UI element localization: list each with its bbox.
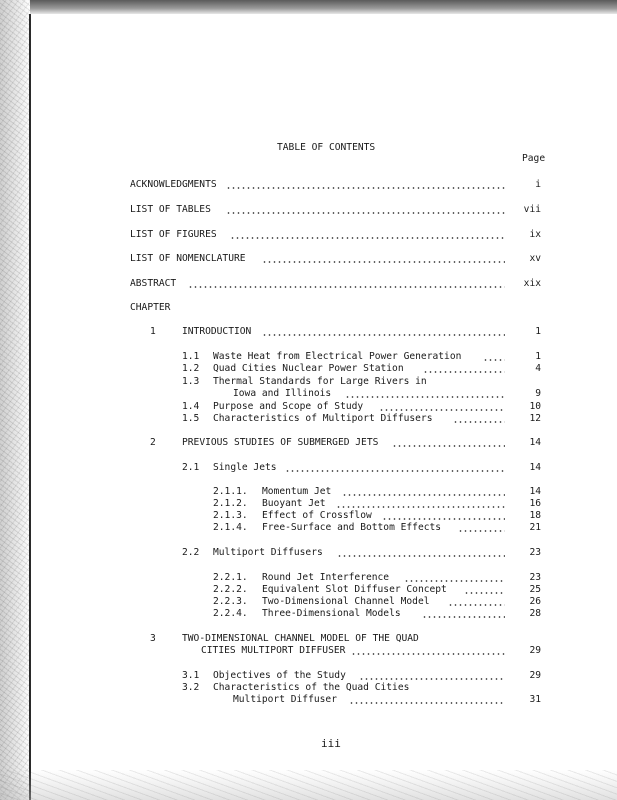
entry-page: vii <box>523 204 541 215</box>
toc-entry-section-1-2[interactable] <box>213 363 541 375</box>
entry-label: LIST OF TABLES <box>130 204 211 215</box>
entry-label: Multiport Diffusers <box>213 547 323 558</box>
toc-entry-section-1-5[interactable] <box>213 413 541 425</box>
entry-label-line2: Multiport Diffuser <box>233 694 337 705</box>
entry-page: xix <box>523 278 541 289</box>
toc-entry-subsection-2-1-4[interactable] <box>262 522 541 534</box>
scan-left-margin <box>0 0 30 800</box>
section-number: 1.4 <box>182 401 200 412</box>
dot-leader <box>345 396 505 398</box>
dot-leader <box>262 261 505 263</box>
entry-page: 1 <box>535 326 541 337</box>
toc-title: TABLE OF CONTENTS <box>277 142 376 153</box>
subsection-number: 2.2.1. <box>213 572 248 583</box>
entry-label: Two-Dimensional Channel Model <box>262 596 430 607</box>
dot-leader <box>423 371 505 373</box>
entry-label-line1: Thermal Standards for Large Rivers in <box>213 376 427 387</box>
entry-label: Buoyant Jet <box>262 498 326 509</box>
dot-leader <box>448 604 505 606</box>
dot-leader <box>351 653 505 655</box>
entry-page: ix <box>529 229 541 240</box>
entry-label-line1: Characteristics of the Quad Cities <box>213 682 410 693</box>
toc-entry-abstract[interactable] <box>130 278 541 290</box>
toc-entry-section-3-1[interactable] <box>213 670 541 682</box>
entry-label: Quad Cities Nuclear Power Station <box>213 363 404 374</box>
subsection-number: 2.1.4. <box>213 522 248 533</box>
dot-leader <box>188 286 505 288</box>
entry-label: Round Jet Interference <box>262 572 390 583</box>
section-number: 3.2 <box>182 682 200 693</box>
section-number: 2.2 <box>182 547 200 558</box>
toc-entry-chapter-1[interactable] <box>182 326 541 338</box>
dot-leader <box>226 187 505 189</box>
entry-label: ACKNOWLEDGMENTS <box>130 179 217 190</box>
entry-page: 16 <box>529 498 541 509</box>
entry-page: 25 <box>529 584 541 595</box>
toc-entry-subsection-2-2-1[interactable] <box>262 572 541 584</box>
toc-entry-subsection-2-1-1[interactable] <box>262 486 541 498</box>
entry-page: 4 <box>535 363 541 374</box>
subsection-number: 2.1.3. <box>213 510 248 521</box>
entry-page: 28 <box>529 608 541 619</box>
entry-label: Purpose and Scope of Study <box>213 401 364 412</box>
toc-entry-list-of-figures[interactable] <box>130 229 541 241</box>
entry-page: 21 <box>529 522 541 533</box>
dot-leader <box>359 678 505 680</box>
dot-leader <box>342 494 505 496</box>
entry-label: Characteristics of Multiport Diffusers <box>213 413 433 424</box>
subsection-number: 2.2.2. <box>213 584 248 595</box>
entry-page: 14 <box>529 486 541 497</box>
toc-entry-subsection-2-1-2[interactable] <box>262 498 541 510</box>
entry-label: Momentum Jet <box>262 486 332 497</box>
toc-entry-subsection-2-2-2[interactable] <box>262 584 541 596</box>
chapter-number: 1 <box>150 326 156 337</box>
toc-entry-section-1-4[interactable] <box>213 401 541 413</box>
subsection-number: 2.1.1. <box>213 486 248 497</box>
toc-entry-section-1-3[interactable] <box>233 388 541 400</box>
entry-page: 10 <box>529 401 541 412</box>
toc-entry-chapter-3[interactable] <box>201 645 541 657</box>
entry-label-line2: CITIES MULTIPORT DIFFUSER <box>201 645 346 656</box>
toc-entry-subsection-2-1-3[interactable] <box>262 510 541 522</box>
toc-entry-section-3-2[interactable] <box>233 694 541 706</box>
entry-page: 18 <box>529 510 541 521</box>
entry-label: Equivalent Slot Diffuser Concept <box>262 584 447 595</box>
subsection-number: 2.1.2. <box>213 498 248 509</box>
scan-bottom-edge <box>0 770 617 800</box>
entry-page: 26 <box>529 596 541 607</box>
entry-page: 9 <box>535 388 541 399</box>
dot-leader <box>379 409 505 411</box>
toc-entry-subsection-2-2-3[interactable] <box>262 596 541 608</box>
entry-label: INTRODUCTION <box>182 326 252 337</box>
entry-page: 23 <box>529 547 541 558</box>
entry-page: 14 <box>529 462 541 473</box>
entry-label-line1: TWO-DIMENSIONAL CHANNEL MODEL OF THE QUAD <box>182 633 419 644</box>
entry-page: 31 <box>529 694 541 705</box>
entry-label: PREVIOUS STUDIES OF SUBMERGED JETS <box>182 437 379 448</box>
entry-page: xv <box>529 253 541 264</box>
page-column-header: Page <box>522 153 546 164</box>
entry-label: LIST OF NOMENCLATURE <box>130 253 246 264</box>
section-number: 1.3 <box>182 376 200 387</box>
dot-leader <box>337 555 505 557</box>
entry-label-line2: Iowa and Illinois <box>233 388 332 399</box>
section-number: 3.1 <box>182 670 200 681</box>
entry-label: Effect of Crossflow <box>262 510 372 521</box>
dot-leader <box>226 212 505 214</box>
dot-leader <box>464 592 505 594</box>
entry-label: Single Jets <box>213 462 277 473</box>
entry-label: Objectives of the Study <box>213 670 346 681</box>
section-number: 1.1 <box>182 351 200 362</box>
entry-label: Free-Surface and Bottom Effects <box>262 522 442 533</box>
toc-entry-section-2-1[interactable] <box>213 462 541 474</box>
entry-page: 14 <box>529 437 541 448</box>
dot-leader <box>336 506 505 508</box>
dot-leader <box>262 334 505 336</box>
entry-label: Waste Heat from Electrical Power Generation <box>213 351 462 362</box>
toc-entry-list-of-nomenclature[interactable] <box>130 253 541 265</box>
section-number: 1.5 <box>182 413 200 424</box>
toc-entry-section-1-1[interactable] <box>213 351 541 363</box>
entry-label: Three-Dimensional Models <box>262 608 401 619</box>
chapter-number: 3 <box>150 633 156 644</box>
entry-page: 1 <box>535 351 541 362</box>
section-number: 1.2 <box>182 363 200 374</box>
chapter-number: 2 <box>150 437 156 448</box>
toc-entry-subsection-2-2-4[interactable] <box>262 608 541 620</box>
chapter-heading: CHAPTER <box>130 302 171 313</box>
dot-leader <box>230 237 505 239</box>
toc-entry-list-of-tables[interactable] <box>130 204 541 216</box>
subsection-number: 2.2.3. <box>213 596 248 607</box>
entry-label: ABSTRACT <box>130 278 177 289</box>
dot-leader <box>453 421 505 423</box>
entry-label: LIST OF FIGURES <box>130 229 217 240</box>
entry-page: 12 <box>529 413 541 424</box>
dot-leader <box>422 616 505 618</box>
dot-leader <box>404 580 505 582</box>
dot-leader <box>285 470 505 472</box>
dot-leader <box>458 530 505 532</box>
toc-entry-chapter-2[interactable] <box>182 437 541 449</box>
section-number: 2.1 <box>182 462 200 473</box>
entry-page: 29 <box>529 670 541 681</box>
scan-binding-line <box>29 14 31 800</box>
entry-page: 23 <box>529 572 541 583</box>
entry-page: i <box>535 179 541 190</box>
dot-leader <box>349 702 505 704</box>
page-number-footer: iii <box>321 737 341 750</box>
toc-entry-acknowledgments[interactable] <box>130 179 541 191</box>
toc-entry-section-2-2[interactable] <box>213 547 541 559</box>
subsection-number: 2.2.4. <box>213 608 248 619</box>
dot-leader <box>483 359 505 361</box>
entry-page: 29 <box>529 645 541 656</box>
dot-leader <box>392 445 505 447</box>
scan-top-edge <box>0 0 617 14</box>
dot-leader <box>382 518 505 520</box>
